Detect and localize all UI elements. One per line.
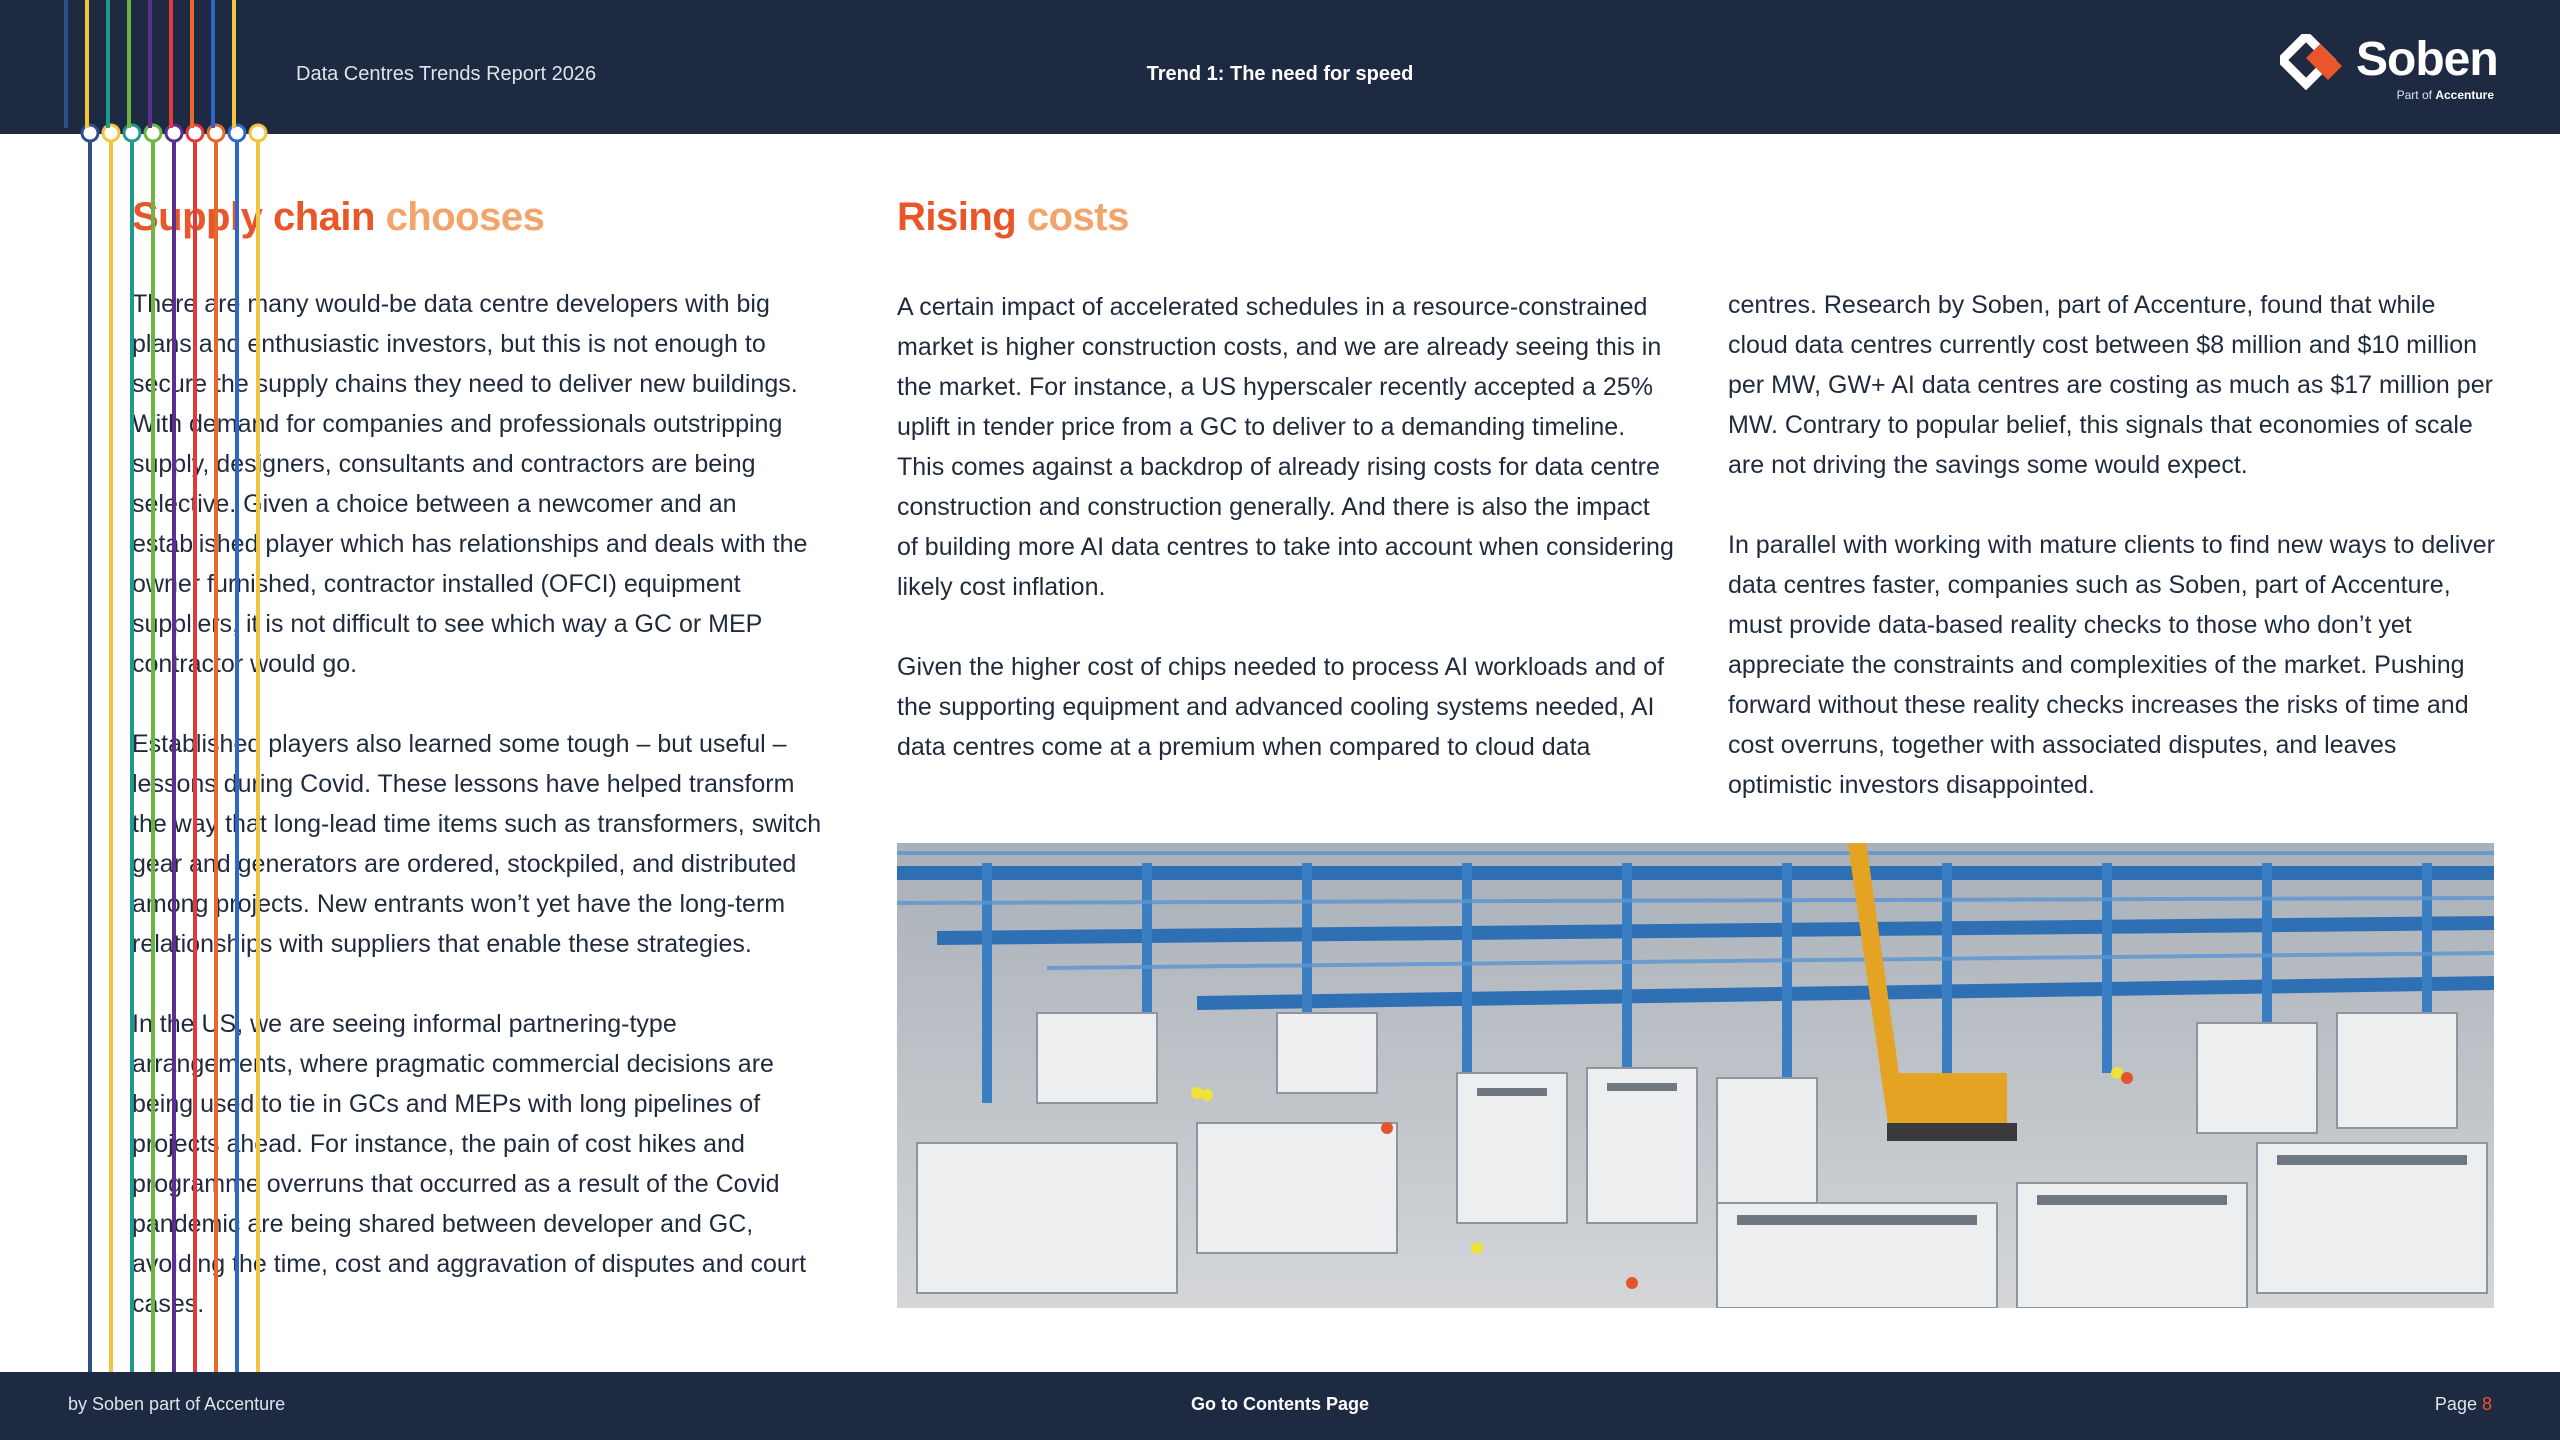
trend-title: Trend 1: The need for speed	[1146, 63, 1414, 85]
rising-costs-heading: Rising costs	[897, 195, 1129, 239]
page-number: Page 8	[2434, 1394, 2492, 1414]
paragraph: A certain impact of accelerated schedules in a resource-constrained market is higher construction costs, and we are already seeing this in the market. For instance, a US hyperscaler recently accepted a 25% uplift in tender price from a GC to deliver to a demanding timeline. This comes against a backdrop of already rising costs for data centre construction and construction generally. And there is also the impact of building more AI data centres to take into account when considering likely cost inflation.	[897, 293, 1674, 601]
paragraph: centres. Research by Soben, part of Accenture, found that while cloud data centres currently cost between $8 million and $10 million per MW, GW+ AI data centres are costing as much as $17 million per MW. Contrary to popular belief, this signals that economies of scale are not driving the savings some would expect.	[1728, 291, 2493, 479]
go-to-contents-link-text[interactable]: Go to Contents Page	[1190, 1394, 1369, 1414]
data-centre-construction-photo	[897, 843, 2494, 1308]
page-footer	[0, 1372, 2560, 1440]
rising-costs-column	[897, 287, 1677, 807]
report-title: Data Centres Trends Report 2026	[296, 63, 597, 85]
go-to-contents-link	[0, 1394, 2560, 1415]
supply-chain-heading: Supply chain chooses	[132, 195, 545, 239]
paragraph: In the US, we are seeing informal partnering-type arrangements, where pragmatic commercial decisions are being used to tie in GCs and MEPs with long pipelines of projects ahead. For instance, the pain of cost hikes and programme overruns that occurred as a result of the Covid pandemic are being shared between developer and GC, avoiding the time, cost and aggravation of disputes and court cases.	[132, 1010, 807, 1318]
supply-chain-column	[132, 284, 832, 1364]
paragraph: In parallel with working with mature clients to find new ways to deliver data centres faster, companies such as Soben, part of Accenture, must provide data-based reality checks to those who don’t yet appreciate the constraints and complexities of the market. Pushing forward without these reality checks increases the risks of time and cost overruns, together with associated disputes, and leaves optimistic investors disappointed.	[1728, 531, 2496, 799]
soben-logo-mark-icon	[2280, 34, 2346, 90]
logo-brand-text: Soben	[2356, 33, 2498, 86]
paragraph: Given the higher cost of chips needed to process AI workloads and of the supporting equipment and advanced cooling systems needed, AI data centres come at a premium when compared to cloud data	[897, 653, 1665, 761]
page-header	[0, 0, 2560, 134]
logo-subline: Part of Accenture	[2396, 88, 2494, 102]
paragraph: Established players also learned some tough – but useful – lessons during Covid. These lessons have helped transform the way that long-lead time items such as transformers, switch gear and generators are ordered, stockpiled, and distributed among projects. New entrants won’t yet have the long-term relationships with suppliers that enable these strategies.	[132, 730, 822, 958]
soben-logo[interactable]	[2280, 30, 2500, 102]
footer-byline: by Soben part of Accenture	[68, 1394, 286, 1414]
paragraph: There are many would-be data centre developers with big plans and enthusiastic investors, but this is not enough to secure the supply chains they need to deliver new buildings. With demand for companies and professionals outstripping supply, designers, consultants and contractors are being selective. Given a choice between a newcomer and an established player which has relationships and deals with the owner furnished, contractor installed (OFCI) equipment suppliers, it is not difficult to see which way a GC or MEP contractor would go.	[132, 290, 808, 678]
rising-costs-column-continued	[1728, 285, 2498, 845]
construction-site-image	[897, 843, 2494, 1308]
